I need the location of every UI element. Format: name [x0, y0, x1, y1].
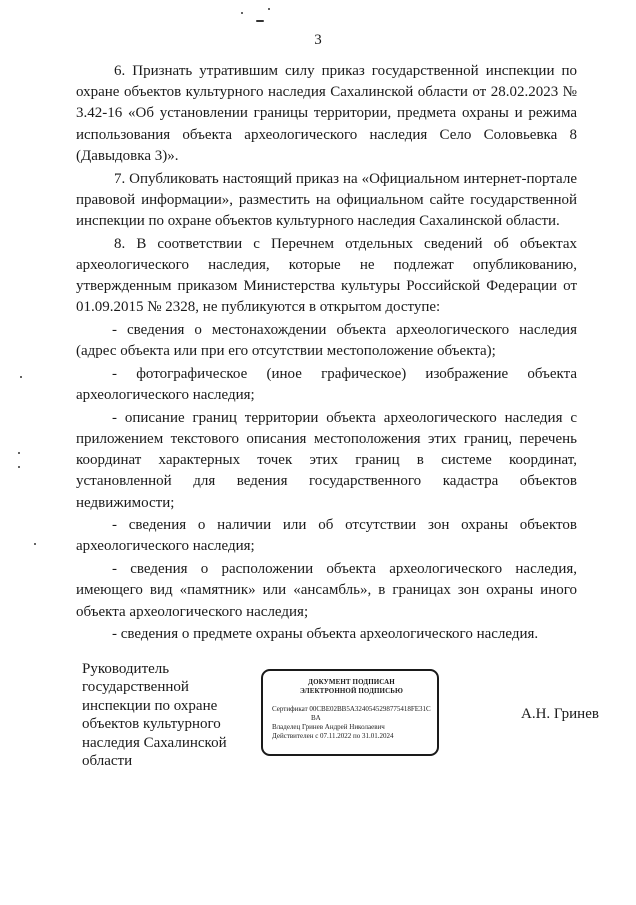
- stamp-title-line2: ЭЛЕКТРОННОЙ ПОДПИСЬЮ: [300, 687, 403, 695]
- electronic-signature-stamp: [261, 669, 439, 756]
- bullet-location: - сведения о местонахождении объекта археологического наследия (адрес объекта или при его отсутствии местоположение объекта);: [76, 321, 577, 360]
- scan-speck: [18, 452, 20, 454]
- signatory-line: объектов культурного: [82, 716, 221, 733]
- paragraph-8: 8. В соответствии с Перечнем отдельных сведений об объектах археологического наследия, которые не подлежат опубликованию, утвержденным приказом Министерства культуры Российской Федерации от 01.09.2015 № 2328, не публикуются в открытом доступе:: [76, 235, 577, 316]
- bullet-protection-zones: - сведения о наличии или об отсутствии зон охраны объектов археологического наследия;: [76, 517, 577, 555]
- scan-speck: [34, 543, 36, 545]
- scan-speck: [18, 466, 20, 468]
- scan-speck: [241, 12, 243, 14]
- paragraph-7: 7. Опубликовать настоящий приказ на «Официальном интернет-портале правовой информации», разместить на официальном сайте государственной инспекции по охране объектов культурного наследия Сахалинской области.: [76, 170, 577, 229]
- paragraph-6: 6. Признать утратившим силу приказ государственной инспекции по охране объектов культурного наследия Сахалинской области от 28.02.2023 № 3.42-16 «Об установлении границы территории, предмета охраны и режима использования объекта археологического наследия Село Соловьевка 8 (Давыдовка 3)».: [76, 63, 577, 164]
- stamp-validity: Действителен с 07.11.2022 по 31.01.2024: [272, 732, 394, 740]
- signatory-line: области: [82, 753, 133, 770]
- scan-speck: [268, 8, 270, 10]
- stamp-owner: Владелец Гринев Андрей Николаевич: [272, 723, 385, 731]
- bullet-photo: - фотографическое (иное графическое) изображение объекта археологического наследия;: [76, 365, 577, 404]
- signatory-line: инспекции по охране: [82, 697, 218, 714]
- scan-speck: [256, 20, 264, 22]
- document-body: [76, 61, 577, 647]
- scan-speck: [20, 376, 22, 378]
- signatory-line: наследия Сахалинской: [82, 734, 227, 751]
- signatory-line: государственной: [82, 679, 189, 696]
- stamp-certificate: [272, 705, 431, 723]
- bullet-monument-location: - сведения о расположении объекта археологического наследия, имеющего вид «памятник» или «ансамбль», в границах зон охраны иного объекта археологического наследия;: [76, 561, 577, 620]
- page-number: 3: [314, 32, 322, 48]
- signatory-title: [82, 660, 267, 770]
- bullet-boundaries: - описание границ территории объекта археологического наследия с приложением текстового описания местоположения этих границ, перечень координат характерных точек этих границ в системе координат, установленной для ведения государственного кадастра объектов недвижимости;: [76, 409, 577, 511]
- stamp-certificate-tail: BA: [311, 714, 321, 722]
- bullet-protection-subject: - сведения о предмете охраны объекта археологического наследия.: [112, 626, 539, 643]
- stamp-certificate-number: Сертификат 00CBE02BB5A3240545298775418FE31C: [272, 705, 431, 713]
- signatory-line: Руководитель: [82, 661, 170, 677]
- signer-name: А.Н. Гринев: [521, 706, 599, 722]
- stamp-title-line1: ДОКУМЕНТ ПОДПИСАН: [308, 678, 395, 686]
